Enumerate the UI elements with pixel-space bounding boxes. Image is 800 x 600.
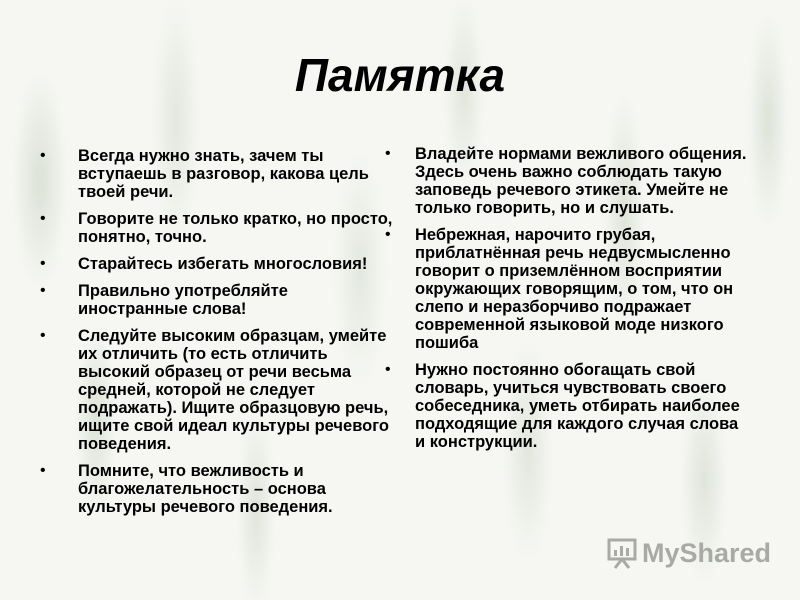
- list-item: • Владейте нормами вежливого общения. Здесь очень важно соблюдать такую заповедь речевого этикета. Умейте не только говорить, но и слушать.: [415, 145, 750, 217]
- list-item: • Следуйте высоким образцам, умейте их отличить (то есть отличить высокий образец от речи весьма средней, которой не следует подражать). Ищите образцовую речь, ищите свой идеал культуры речевого поведения.: [78, 327, 398, 453]
- list-item: • Говорите не только кратко, но просто, понятно, точно.: [78, 210, 398, 246]
- right-bullet-list: [415, 145, 750, 460]
- list-item: • Помните, что вежливость и благожелательность – основа культуры речевого поведения.: [78, 462, 398, 516]
- list-item: • Нужно постоянно обогащать свой словарь, учиться чувствовать своего собеседника, уметь отбирать наиболее подходящие для каждого случая слова и конструкции.: [415, 361, 750, 451]
- list-item: • Всегда нужно знать, зачем ты вступаешь в разговор, какова цель твоей речи.: [78, 147, 398, 201]
- list-item: • Правильно употребляйте иностранные слова!: [78, 282, 398, 318]
- watermark-text: MyShared: [642, 537, 772, 568]
- list-item: • Старайтесь избегать многословия!: [78, 255, 398, 273]
- list-item: • Небрежная, нарочито грубая, приблатнённая речь недвусмысленно говорит о приземлённом восприятии окружающих говорящим, о том, что он слепо и неразборчиво подражает современной языковой моде низкого пошиба: [415, 226, 750, 352]
- presentation-board-icon: [606, 537, 638, 569]
- myshared-watermark: [606, 537, 771, 569]
- left-bullet-list: [78, 147, 398, 525]
- slide-title: Памятка: [294, 49, 506, 101]
